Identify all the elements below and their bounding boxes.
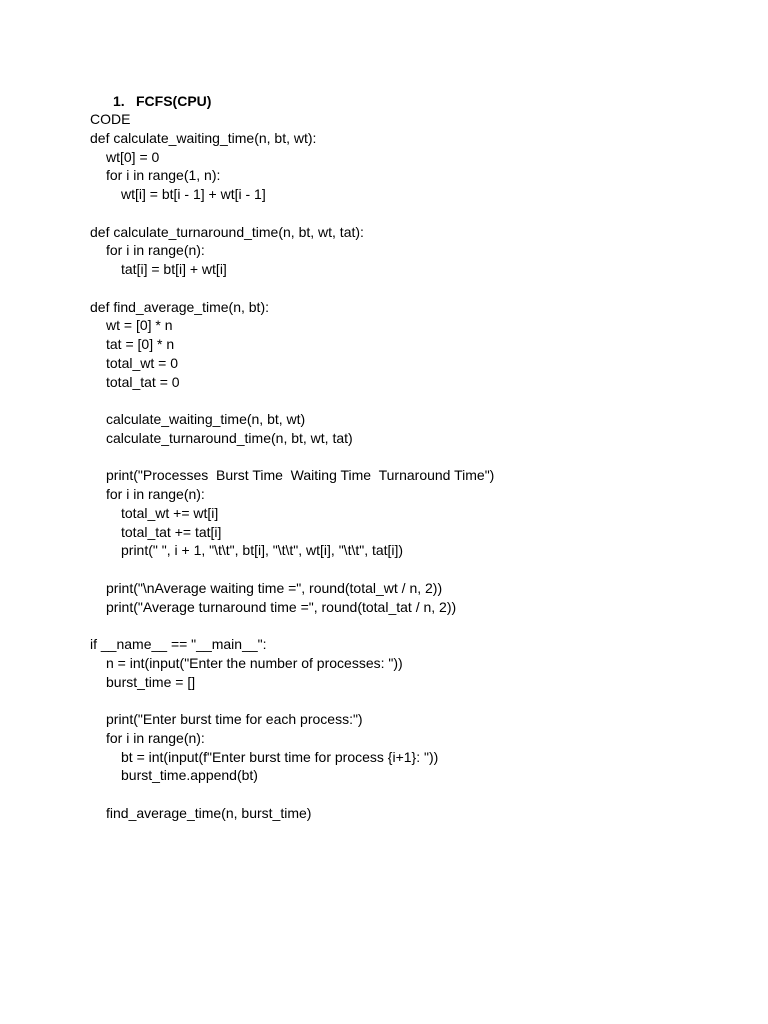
blank-line: [90, 691, 494, 710]
code-line: wt[0] = 0: [106, 148, 160, 165]
code-line: total_tat += tat[i]: [121, 523, 222, 540]
code-line: print("Processes Burst Time Waiting Time Turnaround Time"): [106, 467, 495, 484]
blank-line: [90, 616, 494, 635]
code-line: total_tat = 0: [106, 373, 180, 390]
code-line: burst_time = []: [106, 673, 196, 690]
section-heading: [113, 92, 211, 110]
code-line: def calculate_turnaround_time(n, bt, wt, tat):: [90, 223, 364, 240]
code-line: tat[i] = bt[i] + wt[i]: [121, 261, 227, 277]
code-line: calculate_waiting_time(n, bt, wt): [106, 411, 306, 427]
code-line: n = int(input("Enter the number of processes: ")): [106, 654, 403, 671]
code-line: def calculate_waiting_time(n, bt, wt):: [90, 129, 317, 146]
code-block: [90, 110, 494, 823]
code-line: for i in range(n):: [106, 486, 205, 502]
heading-title: FCFS(CPU): [136, 93, 212, 109]
code-line: print("Average turnaround time =", round(total_tat / n, 2)): [106, 598, 457, 615]
code-line: for i in range(1, n):: [106, 167, 221, 184]
code-line: print("Enter burst time for each process:"): [106, 711, 363, 727]
code-line: def find_average_time(n, bt):: [90, 298, 269, 315]
blank-line: [90, 279, 494, 298]
code-line: burst_time.append(bt): [121, 767, 258, 784]
code-line: find_average_time(n, burst_time): [106, 804, 312, 821]
code-line: bt = int(input(f"Enter burst time for process {i+1}: ")): [121, 748, 439, 765]
blank-line: [90, 560, 494, 579]
code-line: if __name__ == "__main__":: [90, 636, 267, 652]
code-line: wt = [0] * n: [106, 317, 173, 334]
code-line: for i in range(n):: [106, 242, 205, 259]
code-label: CODE: [90, 111, 131, 127]
code-line: total_wt += wt[i]: [121, 504, 219, 521]
code-line: print("\nAverage waiting time =", round(total_wt / n, 2)): [106, 579, 443, 596]
code-line: tat = [0] * n: [106, 336, 175, 352]
blank-line: [90, 785, 494, 804]
code-line: total_wt = 0: [106, 354, 178, 371]
code-line: calculate_turnaround_time(n, bt, wt, tat): [106, 429, 353, 446]
code-line: wt[i] = bt[i - 1] + wt[i - 1]: [121, 186, 266, 202]
blank-line: [90, 391, 494, 410]
blank-line: [90, 448, 494, 467]
code-line: print(" ", i + 1, "\t\t", bt[i], "\t\t", wt[i], "\t\t", tat[i]): [121, 542, 404, 559]
blank-line: [90, 204, 494, 223]
code-line: for i in range(n):: [106, 729, 205, 746]
heading-number: 1.: [113, 93, 125, 109]
